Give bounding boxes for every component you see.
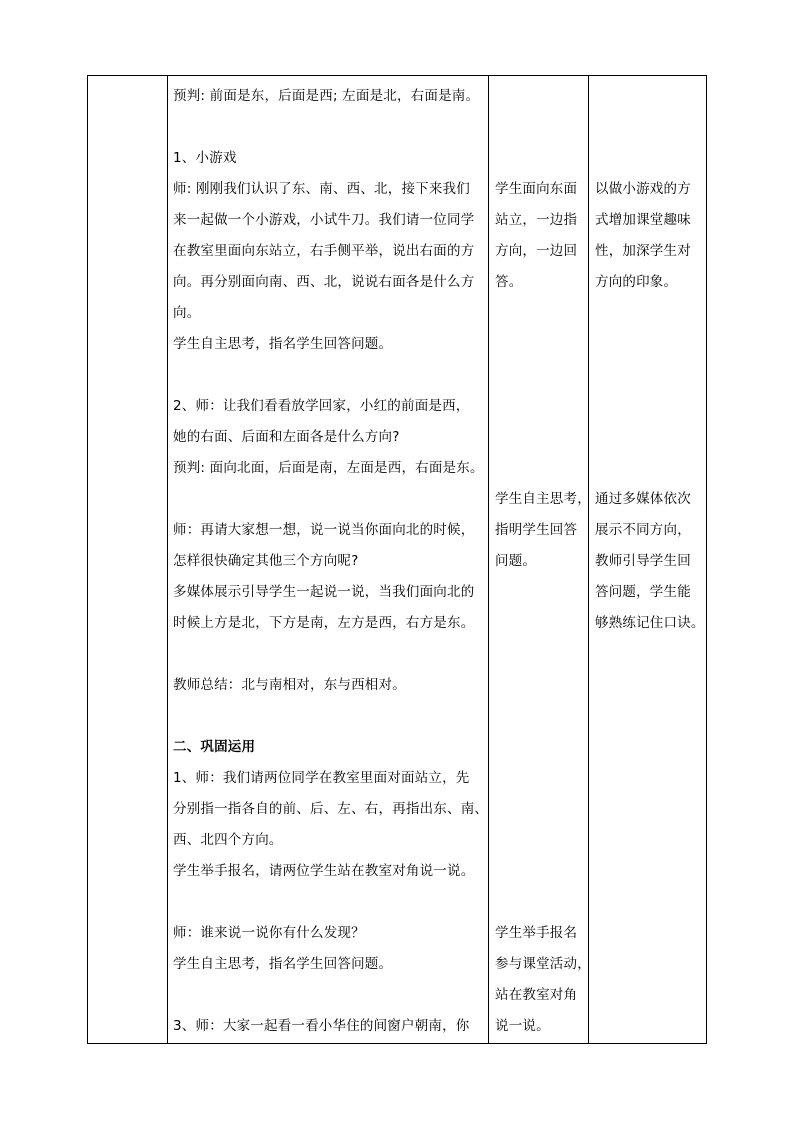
- content-line: 来一起做一个小游戏，小试牛刀。我们请一位同学: [173, 212, 475, 228]
- design-intent-line: 以做小游戏的方: [595, 181, 691, 197]
- student-activity-line: 指明学生回答: [495, 522, 578, 538]
- design-intent-line: 够熟练记住口诀。: [595, 615, 705, 631]
- table-border-right: [706, 75, 707, 1044]
- content-line: 师: 刚刚我们认识了东、南、西、北，接下来我们: [173, 181, 470, 197]
- content-line: 学生自主思考，指名学生回答问题。: [173, 956, 393, 972]
- design-intent-line: 答问题，学生能: [595, 584, 691, 600]
- content-line: 向。再分别面向南、西、北，说说右面各是什么方: [173, 274, 475, 290]
- content-line: 多媒体展示引导学生一起说一说，当我们面向北的: [173, 584, 475, 600]
- student-activity-line: 参与课堂活动，: [495, 956, 591, 972]
- content-line: 分别指一指各自的前、后、左、右，再指出东、南、: [173, 801, 489, 817]
- content-line: 预判: 面向北面，后面是南，左面是西，右面是东。: [173, 460, 484, 476]
- student-activity-line: 问题。: [495, 553, 537, 569]
- design-intent-line: 教师引导学生回: [595, 553, 691, 569]
- content-line: 向。: [173, 305, 201, 321]
- design-intent-line: 性，加深学生对: [595, 243, 691, 259]
- content-line: 怎样很快确定其他三个方向呢?: [173, 553, 359, 569]
- content-line: 预判: 前面是东，后面是西; 左面是北，右面是南。: [173, 88, 480, 104]
- student-activity-line: 学生自主思考，: [495, 491, 591, 507]
- design-intent-line: 通过多媒体依次: [595, 491, 691, 507]
- content-line: 3、师：大家一起看一看小华住的间窗户朝南，你: [173, 1018, 470, 1034]
- student-activity-line: 学生举手报名: [495, 925, 578, 941]
- content-line: 学生自主思考，指名学生回答问题。: [173, 336, 393, 352]
- student-activity-line: 站在教室对角: [495, 987, 578, 1003]
- design-intent-line: 方向的印象。: [595, 274, 678, 290]
- content-line: 1、师：我们请两位同学在教室里面对面站立，先: [173, 770, 470, 786]
- student-activity-line: 说一说。: [495, 1018, 550, 1034]
- table-border-left: [87, 75, 88, 1044]
- content-line: 师：再请大家想一想，说一说当你面向北的时候，: [173, 522, 475, 538]
- content-line: 西、北四个方向。: [173, 832, 283, 848]
- content-line: 时候上方是北，下方是南，左方是西，右方是东。: [173, 615, 475, 631]
- student-activity-line: 方向，一边回: [495, 243, 578, 259]
- teacher-summary: 教师总结：北与南相对，东与西相对。: [173, 677, 406, 693]
- content-line: 师：谁来说一说你有什么发现？: [173, 925, 365, 941]
- column-divider-2: [488, 75, 489, 1044]
- column-divider-1: [167, 75, 168, 1044]
- content-line: 学生举手报名，请两位学生站在教室对角说一说。: [173, 863, 475, 879]
- section-heading: 1、小游戏: [173, 150, 237, 166]
- content-line: 2、师：让我们看看放学回家，小红的前面是西，: [173, 398, 470, 414]
- column-divider-3: [588, 75, 589, 1044]
- table-top-border: [87, 75, 707, 76]
- student-activity-line: 答。: [495, 274, 523, 290]
- table-bottom-border: [87, 1043, 707, 1044]
- design-intent-line: 展示不同方向，: [595, 522, 691, 538]
- design-intent-line: 式增加课堂趣味: [595, 212, 691, 228]
- student-activity-line: 站立，一边指: [495, 212, 578, 228]
- content-line: 她的右面、后面和左面各是什么方向?: [173, 429, 400, 445]
- section-heading: 二、巩固运用: [173, 739, 256, 755]
- student-activity-line: 学生面向东面: [495, 181, 578, 197]
- content-line: 在教室里面向东站立，右手侧平举，说出右面的方: [173, 243, 475, 259]
